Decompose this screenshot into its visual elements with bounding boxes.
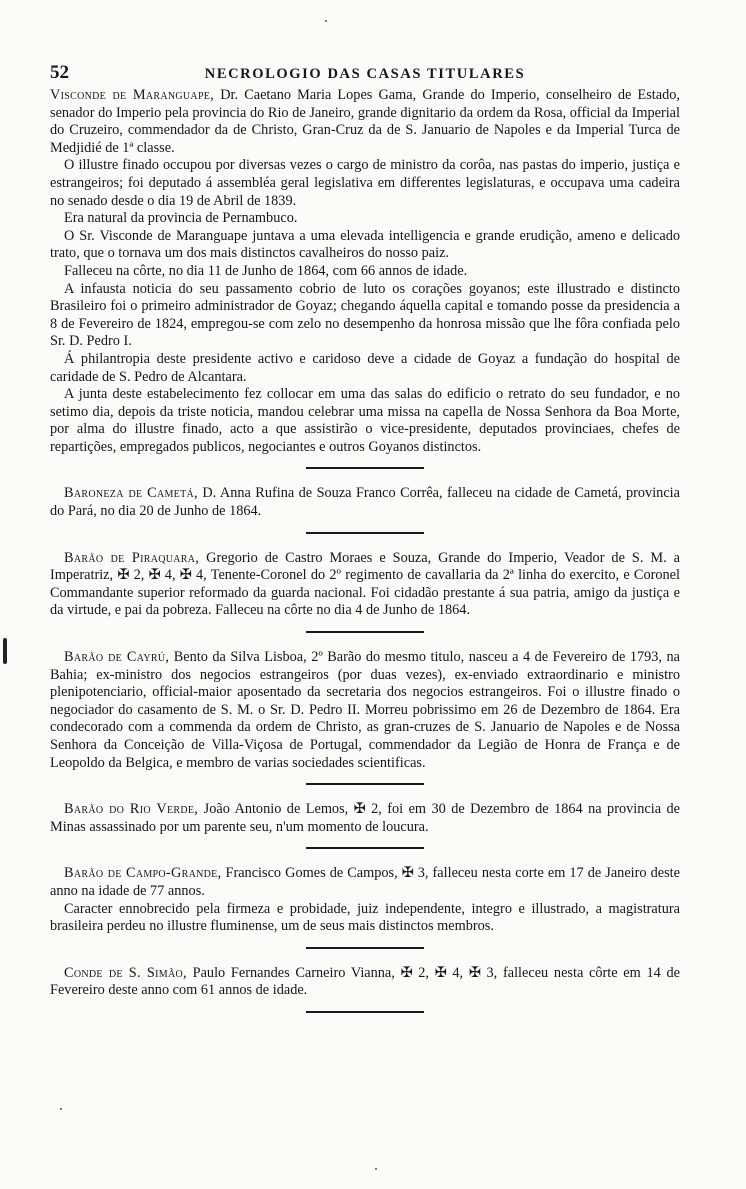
entry-text: Francisco Gomes de Campos, ✠ 3, falleceu nesta corte em 17 de Janeiro deste anno na idade de 77 annos. [50, 865, 680, 899]
entry-text: D. Anna Rufina de Souza Franco Corrêa, falleceu na cidade de Cametá, provincia do Pará, no dia 20 de Junho de 1864. [50, 485, 680, 520]
entry-name: Barão de Cayrú, [64, 649, 170, 666]
entry-paragraph: A junta deste estabelecimento fez collocar em uma das salas do edificio o retrato do seu fundador, e no setimo dia, depois da triste noticia, mandou celebrar uma missa na capella de Nossa Senhora da Boa Morte, por alma do illustre finado, acto a que assistirão o vice-presidente, deputados provinciaes, chefes de repartições, empregados publicos, negociantes e outros Goyanos distinctos. [50, 386, 680, 455]
entry-paragraph [50, 87, 680, 157]
entry-paragraph [50, 865, 680, 900]
ink-speck [60, 1108, 62, 1110]
entry-barao-de-cayru [50, 649, 680, 772]
entry-paragraph [50, 550, 680, 620]
entry-text: Dr. Caetano Maria Lopes Gama, Grande do Imperio, conselheiro de Estado, senador do Imperio pela provincia do Rio de Janeiro, grande dignitario da ordem da Rosa, official da Imperial do Cruzeiro, commendador da de Christo, Gran-Cruz da de S. Januario de Napoles e da Imperial Turca de Medjidié de 1ª classe. [50, 87, 680, 156]
entry-text: Gregorio de Castro Moraes e Souza, Grande do Imperio, Veador de S. M. a Imperatriz, ✠ 2, ✠ 4, ✠ 4, Tenente-Coronel do 2º regimento de cavallaria da 2ª linha do exercito, e Coronel Commandante superior reformado da guarda nacional. Foi cidadão prestante á sua patria, amigo da justiça e da virtude, e pai da pobreza. Falleceu na côrte no dia 4 de Junho de 1864. [50, 549, 680, 619]
entry-paragraph [50, 649, 680, 772]
entry-barao-do-rio-verde [50, 801, 680, 836]
section-divider [306, 467, 424, 469]
margin-ink-mark [3, 638, 7, 664]
entry-baroneza-de-cameta [50, 485, 680, 520]
section-divider [306, 631, 424, 633]
entry-name: Baroneza de Cametá, [64, 485, 198, 502]
section-divider [306, 783, 424, 785]
entry-paragraph: Era natural da provincia de Pernambuco. [64, 210, 298, 227]
ink-speck [325, 20, 327, 22]
entry-paragraph: Falleceu na côrte, no dia 11 de Junho de 1864, com 66 annos de idade. [64, 262, 468, 279]
entry-paragraph: O Sr. Visconde de Maranguape juntava a uma elevada intelligencia e grande erudição, ameno e delicado trato, que o tornava um dos mais distinctos cavalheiros do nosso paiz. [50, 227, 680, 262]
entry-name: Visconde de Maranguape, [50, 87, 215, 103]
entry-paragraph: O illustre finado occupou por diversas vezes o cargo de ministro da corôa, nas pastas do imperio, justiça e estrangeiros; foi deputado á assembléa geral legislativa em differentes legislaturas, e occupava uma cadeira no senado desde o dia 19 de Abril de 1839. [50, 157, 680, 209]
page-body [50, 62, 680, 1029]
entry-text: João Antonio de Lemos, ✠ 2, foi em 30 de Dezembro de 1864 na provincia de Minas assassinado por um parente seu, n'um momento de loucura. [50, 801, 680, 835]
page-number: 52 [50, 62, 69, 83]
running-header [50, 62, 680, 84]
entry-barao-de-campo-grande [50, 865, 680, 935]
ink-speck [375, 1168, 377, 1170]
section-divider [306, 1011, 424, 1013]
entry-text: Paulo Fernandes Carneiro Vianna, ✠ 2, ✠ 4, ✠ 3, falleceu nesta côrte em 14 de Fevereiro deste anno com 61 annos de idade. [50, 964, 680, 999]
entry-paragraph: Á philantropia deste presidente activo e caridoso deve a cidade de Goyaz a fundação do hospital de caridade de S. Pedro de Alcantara. [50, 350, 680, 385]
entry-paragraph: A infausta noticia do seu passamento cobrio de luto os corações goyanos; este illustrado e distincto Brasileiro foi o primeiro administrador de Goyaz; chegando áquella capital e tomando posse da presidencia a 8 de Fevereiro de 1824, empregou-se com zelo no desempenho da honrosa missão que lhe fôra confiada pelo Sr. D. Pedro I. [50, 280, 680, 350]
entry-paragraph [50, 965, 680, 1000]
entry-conde-de-s-simao [50, 965, 680, 1000]
entry-barao-de-piraquara [50, 550, 680, 620]
entry-visconde-de-maranguape [50, 87, 680, 456]
entry-paragraph: Caracter ennobrecido pela firmeza e probidade, juiz independente, integro e illustrado, a magistratura brasileira perdeu no illustre fluminense, um de seus mais distinctos membros. [50, 900, 680, 935]
entry-paragraph [50, 801, 680, 836]
entry-name: Barão de Campo-Grande, [64, 865, 222, 882]
entry-name: Barão do Rio Verde, [64, 801, 199, 818]
entry-name: Conde de S. Simão, [64, 964, 187, 981]
entry-text: Bento da Silva Lisboa, 2º Barão do mesmo titulo, nasceu a 4 de Fevereiro de 1793, na Bahia; ex-ministro dos negocios estrangeiros (por duas vezes), ex-enviado extraordinario e ministro plenipotenciario, official-maior aposentado da secretaria dos negocios estrangeiros. Foi o illustre finado o negociador do casamento de S. M. o Sr. D. Pedro II. Morreu pobrissimo em 26 de Dezembro de 1864. Era condecorado com a commenda da ordem de Christo, as gran-cruzes de S. Januario de Napoles e de Nossa Senhora da Conceição de Villa-Viçosa de Portugal, commendador da Legião de Honra de França e de Leopoldo da Belgica, e membro de varias sociedades scientificas. [50, 649, 680, 771]
section-divider [306, 532, 424, 534]
entry-name: Barão de Piraquara, [64, 549, 200, 566]
running-title: NECROLOGIO DAS CASAS TITULARES [204, 66, 526, 82]
section-divider [306, 947, 424, 949]
entry-paragraph [50, 485, 680, 520]
section-divider [306, 847, 424, 849]
